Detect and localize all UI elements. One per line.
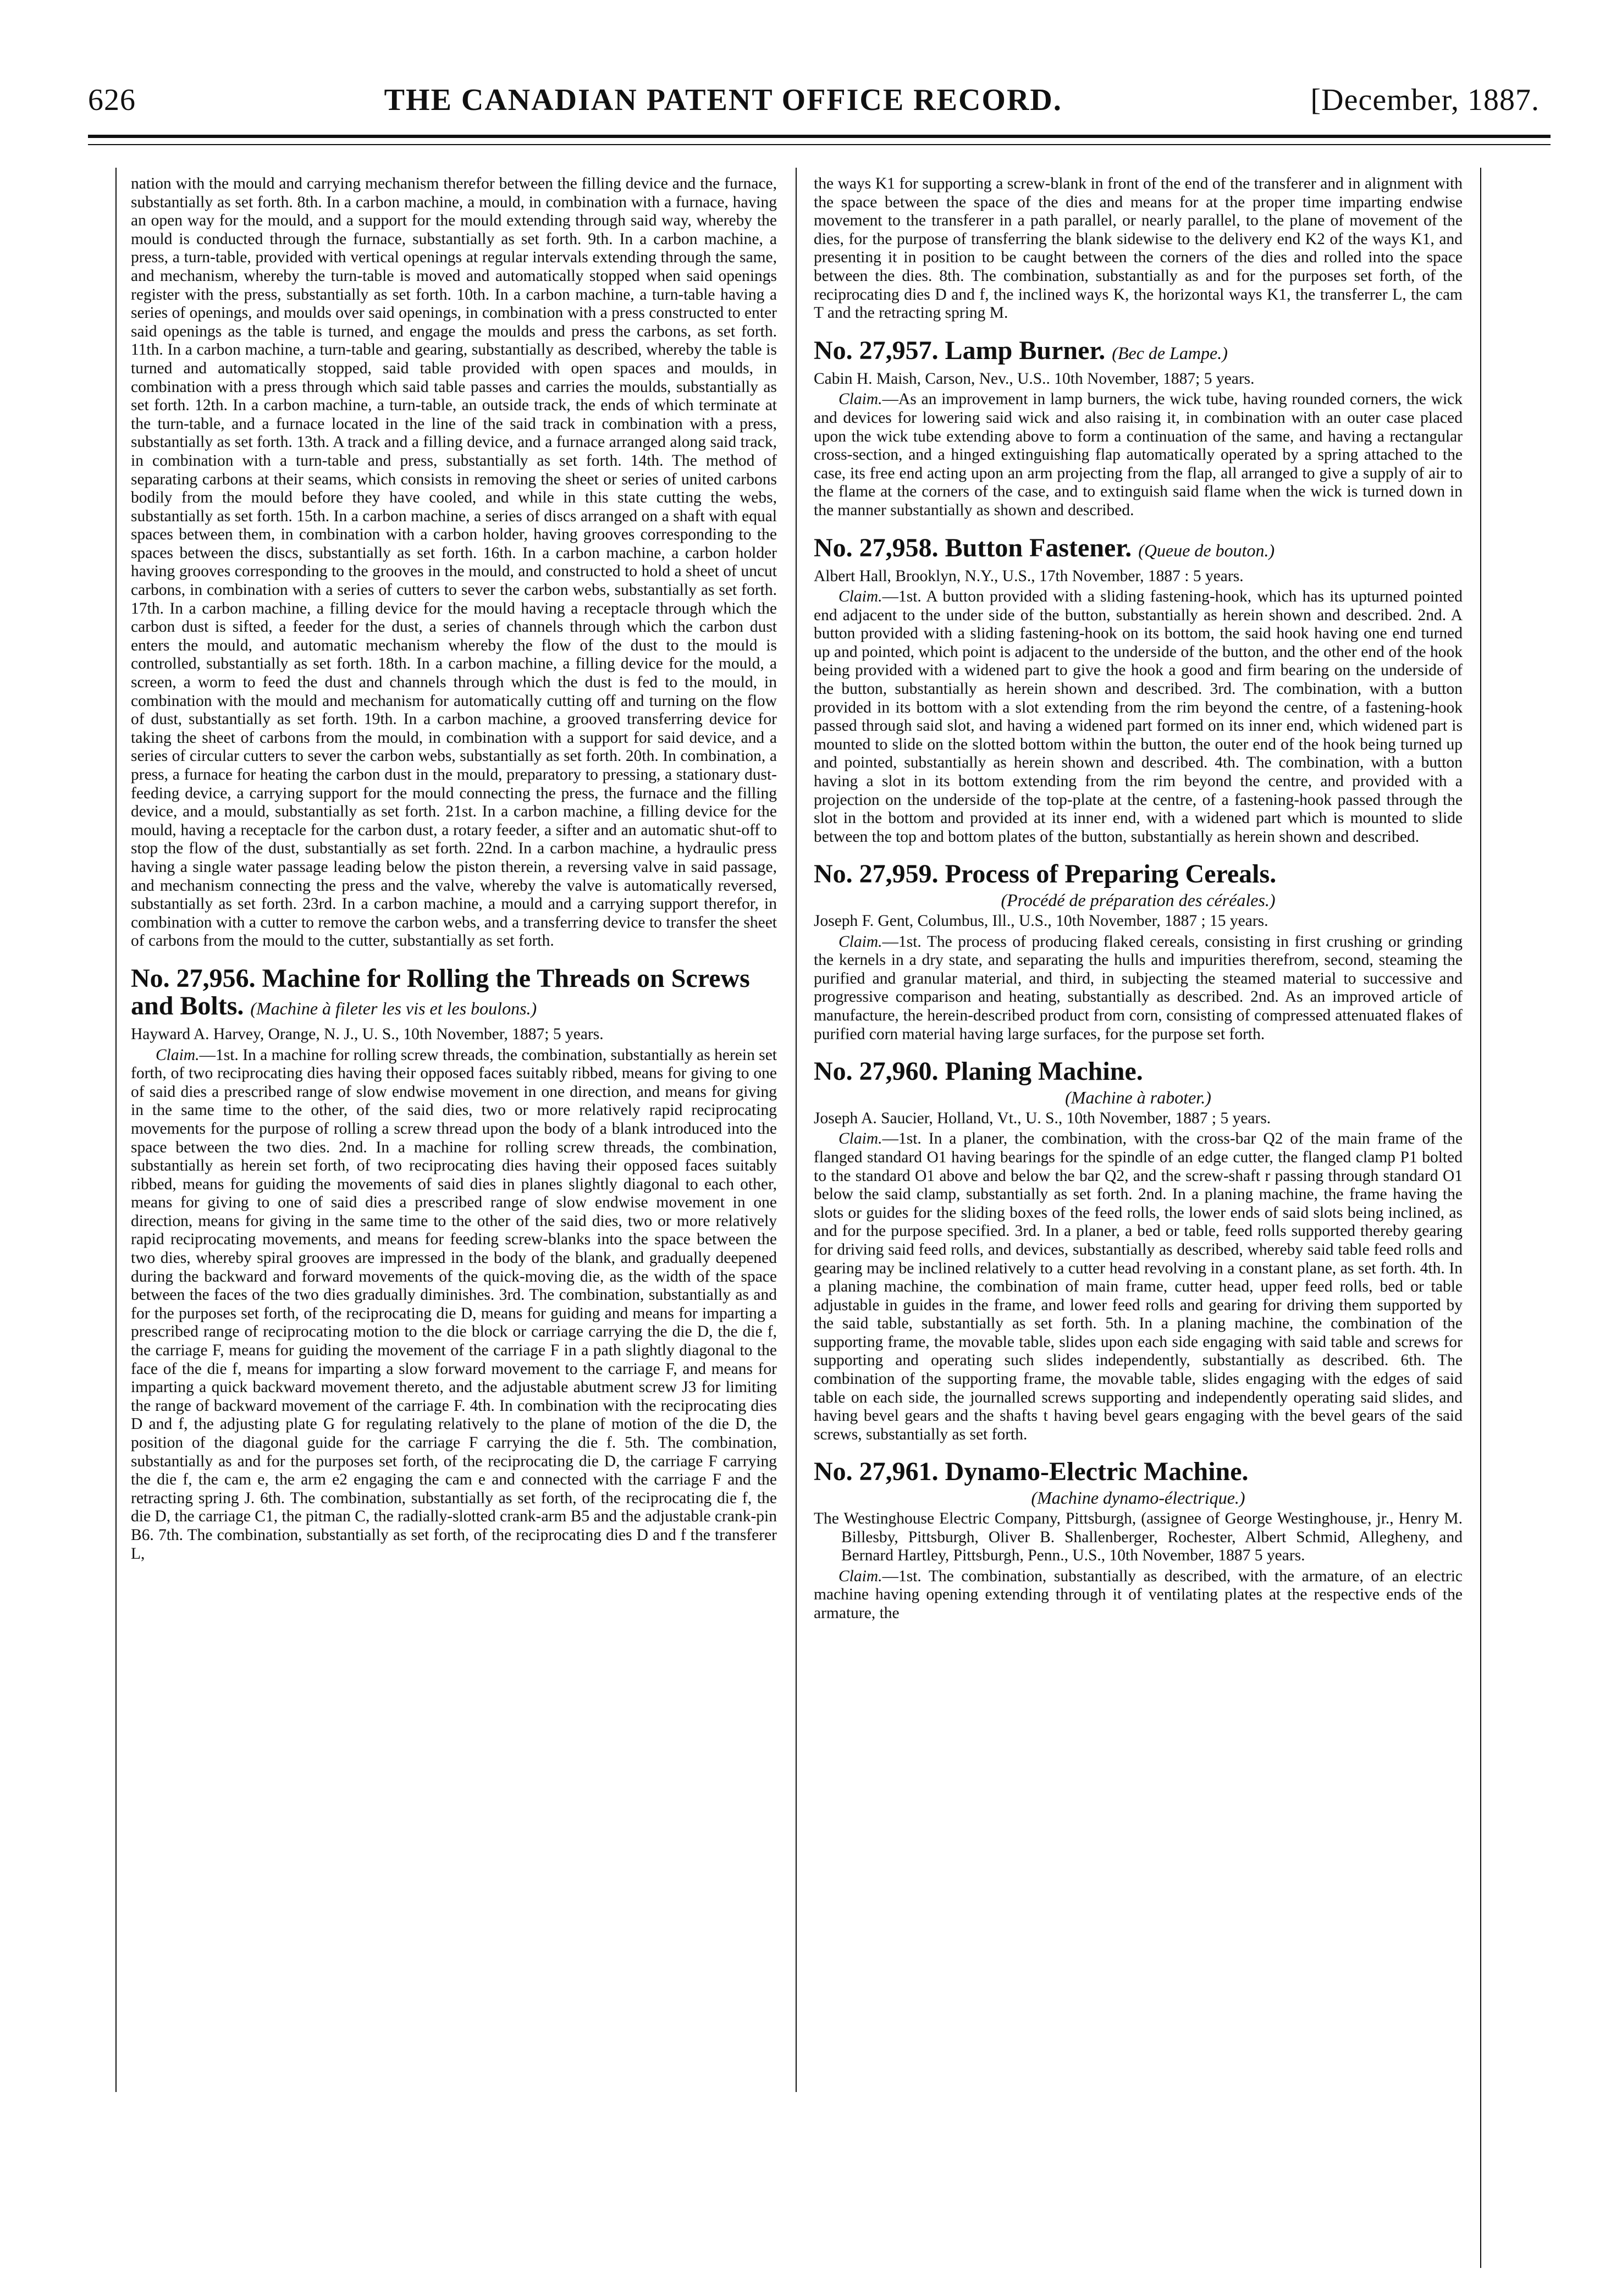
center-column-rule [796,168,797,2092]
patent-meta: Joseph F. Gent, Columbus, Ill., U.S., 10th November, 1887 ; 15 years. [814,912,1268,930]
claim-text: —As an improvement in lamp burners, the wick tube, having rounded corners, the wick and devices for lowering said wick and also raising it, in combination with an outer case placed upon the wick tube extending above to form a continuation of the same, and having a rectangular cross-section, and a hinged extinguishing flap automatically operated by a spring attached to the case, its free end acting upon an arm projecting from the flap, all arranged to give a supply of air to the flame at the corners of the case, and to extinguish said flame when the wick is turned down in the manner substantially as shown and described. [814,390,1463,519]
patent-french-title: (Machine à raboter.) [1065,1088,1211,1108]
issue-date: [December, 1887. [1310,83,1540,117]
patent-meta: The Westinghouse Electric Company, Pittsburgh, (assignee of George Westinghouse, jr., Henry M. Billesby, Pittsburgh, Oliver B. Shallenberger, Rochester, Albert Schmid, Allegheny, and Bernard Hartley, Pittsburgh, Penn., U.S., 10th November, 1887 5 years. [814,1510,1463,1565]
claim-text: —1st. The combination, substantially as described, with the armature, of an electric machine having opening extending through it of ventilating plates at the respective ends of the armature, the [814,1567,1463,1622]
claim-label: Claim. [838,390,882,409]
patent-27958 [814,534,1463,847]
patent-heading: No. 27,960. Planing Machine. [814,1057,1143,1086]
claim-label: Claim. [156,1046,200,1064]
patent-title: No. 27,958. Button Fastener. [814,533,1132,562]
patent-heading [814,337,1463,367]
patent-french-title: (Procédé de préparation des céréales.) [1001,890,1276,910]
claim-text: —1st. The process of producing flaked cereals, consisting in first crushing or grinding the kernels in a dry state, and separating the hulls and impurities therefrom, second, steaming the purified and granular material, and third, in subjecting the steamed material to successive and progressive comparison and heating, substantially as described. 2nd. As an improved article of manufacture, the herein-described product from corn, consisting of compressed attenuated flakes of purified corn material having large surfaces, for the purpose set forth. [814,932,1463,1043]
patent-title: No. 27,956. Machine for Rolling the Threads on Screws and Bolts. [131,963,750,1020]
right-column-rule [1480,168,1481,2268]
header-rule-thick [88,135,1551,138]
claim-text: —1st. In a planer, the combination, with the cross-bar Q2 of the main frame of the flanged standard O1 having bearings for the spindle of an edge cutter, the flanged clamp P1 bolted to the standard O1 above and below the bar Q2, and the screw-shaft r passing through standard O1 below the said clamp, substantially as set forth. 2nd. In a planing machine, the frame having the slots or guides for the sliding boxes of the feed rolls, the lower ends of said slots being inclined, as and for the purpose specified. 3rd. In a planer, a bed or table, feed rolls supported thereby gearing for driving said feed rolls, and devices, substantially as described, whereby said table feed rolls and gearing may be inclined relatively to a cutter head revolving in a constant plane, as set forth. 4th. In a planing machine, the combination of main frame, cutter head, upper feed rolls, bed or table adjustable in guides in the frame, and lower feed rolls and gearing for driving them supported by the said table, substantially as set forth. 5th. In a planing machine, the combination of the supporting frame, the movable table, slides upon each side engaging with said table and screws for supporting and operating such slides independently, substantially as described. 6th. The combination of the supporting frame, the movable table, slides engaging with the edges of said table on each side, the journalled screws supporting and independently operating said slides, and having bevel gears and the shafts t having bevel gears engaging with the bevel gears of the said screws, substantially as set forth. [814,1130,1463,1443]
patent-claim [814,390,1463,520]
patent-claim [814,588,1463,846]
patent-claim [131,1046,777,1564]
patent-claim [814,1568,1463,1623]
patent-heading: No. 27,961. Dynamo-Electric Machine. [814,1457,1249,1487]
patent-claim [814,1130,1463,1444]
left-column [131,175,777,2094]
patent-27957 [814,337,1463,520]
header-rule-thin [88,144,1551,145]
claim-text: —1st. A button provided with a sliding fastening-hook, which has its upturned pointed end adjacent to the under side of the button, substantially as herein shown and described. 2nd. A button provided with a sliding fastening-hook on its bottom, the said hook having one end turned up and pointed, which point is adjacent to the underside of the button, and the other end of the hook being provided with a widened part to give the hook a good and firm bearing on the underside of the button, substantially as herein shown and described. 3rd. The combination, with a button provided in its bottom with a slot extending from the rim beyond the centre, of a fastening-hook passed through said slot, and having a widened part formed on its inner end, which widened part is mounted to slide on the slotted bottom within the button, the outer end of the hook being turned up and pointed, substantially as herein shown and described. 4th. The combination, with a button having a slot in its bottom extending from the rim beyond the centre, and provided with a projection on the underside of the top-plate at the centre, of a fastening-hook passed through the slot in the bottom and provided at its inner end, with a widened part which is mounted to slide between the top and bottom plates of the button, substantially as herein shown and described. [814,588,1463,846]
patent-meta: Hayward A. Harvey, Orange, N. J., U. S., 10th November, 1887; 5 years. [131,1025,604,1043]
patent-meta: Joseph A. Saucier, Holland, Vt., U. S., 10th November, 1887 ; 5 years. [814,1109,1271,1127]
patent-heading: No. 27,959. Process of Preparing Cereals. [814,859,1277,889]
page-number: 626 [88,83,136,117]
patent-french-title: (Machine dynamo-électrique.) [1031,1488,1245,1508]
patent-27960 [814,1058,1463,1444]
continued-claims-text: the ways K1 for supporting a screw-blank in front of the end of the transferer and in alignment with the space between the space of the dies and means for at the proper time imparting endwise movement to the transferer in a path parallel, or nearly parallel, to the plane of movement of the dies, for the purpose of transferring the blank sidewise to the delivery end K2 of the ways K1, and presenting it in position to be caught between the corners of the dies and rolled into the space between the dies. 8th. The combination, substantially as and for the purposes set forth, of the reciprocating dies D and f, the inclined ways K, the horizontal ways K1, the transferrer L, the cam T and the retracting spring M. [814,175,1463,322]
claim-label: Claim. [838,932,882,951]
patent-meta: Cabin H. Maish, Carson, Nev., U.S.. 10th November, 1887; 5 years. [814,369,1255,388]
patent-french-title: (Bec de Lampe.) [1112,343,1228,363]
claim-label: Claim. [838,1567,882,1585]
patent-heading [131,965,777,1022]
right-column [814,175,1463,2264]
running-head [88,82,1540,126]
left-column-rule [115,168,117,2092]
claim-label: Claim. [838,588,882,606]
patent-27956 [131,965,777,1563]
claim-label: Claim. [838,1130,882,1148]
continued-claims-text: nation with the mould and carrying mechanism therefor between the filling device and the furnace, substantially as set forth. 8th. In a carbon machine, a mould, in combination with a furnace, having an open way for the mould, and a support for the mould extending through said way, whereby the mould is conducted through the furnace, substantially as set forth. 9th. In a carbon machine, a press, a turn-table, provided with vertical openings at regular intervals extending through the same, and mechanism, whereby the turn-table is moved and automatically stopped when said openings register with the press, substantially as set forth. 10th. In a carbon machine, a turn-table having a series of openings, and moulds over said openings, in combination with a press constructed to enter said openings as the table is turned, and engage the moulds and press the carbons, as set forth. 11th. In a carbon machine, a turn-table and gearing, substantially as described, whereby the table is turned and automatically stopped, said table provided with open spaces and moulds, in combination with a press through which said table passes and carries the moulds, substantially as set forth. 12th. In a carbon machine, a turn-table, an outside track, the ends of which terminate at the turn-table, and a furnace located in the line of the said track in combination with a press, substantially as set forth. 13th. A track and a filling device, and a furnace arranged along said track, in combination with a turn-table and press, substantially as set forth. 14th. The method of separating carbons at their seams, which consists in removing the sheet or series of united carbons bodily from the mould before they have cooled, and while in this state cutting the webs, substantially as set forth. 15th. In a carbon machine, a series of discs arranged on a shaft with equal spaces between them, in combination with a carbon holder, having grooves corresponding to the spaces between the discs, substantially as set forth. 16th. In a carbon machine, a carbon holder having grooves corresponding to the grooves in the mould, and constructed to hold a sheet of uncut carbons, in combination with a series of cutters to sever the carbon webs, substantially as set forth. 17th. In a carbon machine, a filling device for the mould having a receptacle through which the carbon dust is sifted, a feeder for the dust, a series of channels through which the carbon dust enters the mould, and automatic mechanism whereby the flow of the dust to the mould is controlled, substantially as set forth. 18th. In a carbon machine, a filling device for the mould, a screen, a worm to feed the dust and channels through which the dust is fed to the mould, in combination with the mould and mechanism for automatically cutting off and turning on the flow of dust, substantially as set forth. 19th. In a carbon machine, a grooved transferring device for taking the sheet of carbons from the mould, in combination with a support for said device, and a series of circular cutters to sever the carbon webs, substantially as set forth. 20th. In combination, a press, a furnace for heating the carbon dust in the mould, preparatory to pressing, a stationary dust-feeding device, a carrying support for the mould connecting the press, the furnace and the filling device, and a mould, substantially as set forth. 21st. In a carbon machine, a filling device for the mould, having a receptacle for the carbon dust, a rotary feeder, a sifter and an automatic shut-off to stop the flow of the dust, substantially as set forth. 22nd. In a carbon machine, a hydraulic press having a single water passage leading below the piston therein, a reversing valve in said passage, and mechanism connecting the press and the valve, whereby the valve is automatically reversed, substantially as set forth. 23rd. In a carbon machine, a mould and a carrying support therefor, in combination with a cutter to remove the carbon webs, and a transferring device to transfer the sheet of carbons from the mould to the cutter, substantially as set forth. [131,175,777,950]
claim-text: —1st. In a machine for rolling screw threads, the combination, substantially as herein set forth, of two reciprocating dies having their opposed faces suitably ribbed, means for giving to one of said dies a prescribed range of slow endwise movement in one direction, and means for giving in the same time to the other, of the said dies, two or more relatively rapid reciprocating movements for the purpose of rolling a screw thread upon the body of a blank introduced into the space between the two dies. 2nd. In a machine for rolling screw threads, the combination, substantially as herein set forth, of two reciprocating dies having their opposed faces suitably ribbed, means for guiding the movements of said dies in planes slightly diagonal to each other, means for giving to one of said dies a prescribed range of slow endwise movement in one direction, means for giving in the same time to the other of the said dies, two or more relatively rapid reciprocating movements, and means for feeding screw-blanks into the space between the two dies, whereby spiral grooves are impressed in the body of the blank, and gradually deepened during the backward and forward movements of the quick-moving die, as the width of the space between the faces of the two dies gradually diminishes. 3rd. The combination, substantially as and for the purposes set forth, of the reciprocating die D, means for guiding and means for imparting a prescribed range of reciprocating motion to the die block or carriage carrying the die D, the die f, the carriage F, means for guiding the movement of the carriage F in a path slightly diagonal to the face of the die f, means for imparting a slow forward movement to the carriage F, and means for imparting a quick backward movement thereto, and the adjustable abutment screw J3 for limiting the range of backward movement of the carriage F. 4th. In combination with the reciprocating dies D and f, the adjusting plate G for regulating relatively to the plane of motion of the die D, the position of the diagonal guide for the carriage F carrying the die f. 5th. The combination, substantially as and for the purposes set forth, of the reciprocating die D, the carriage F carrying the die f, the cam e, the arm e2 engaging the cam e and connected with the carriage F and the retracting spring J. 6th. The combination, substantially as set forth, of the reciprocating die f, the die D, the carriage C1, the pitman C, the radially-slotted crank-arm B5 and the adjustable crank-pin B6. 7th. The combination, substantially as set forth, of the reciprocating dies D and f the transferer L, [131,1046,777,1563]
patent-heading [814,534,1463,564]
patent-27959 [814,860,1463,1044]
patent-meta: Albert Hall, Brooklyn, N.Y., U.S., 17th November, 1887 : 5 years. [814,567,1244,585]
patent-27961 [814,1458,1463,1622]
publication-title: THE CANADIAN PATENT OFFICE RECORD. [384,83,1062,117]
patent-french-title: (Queue de bouton.) [1138,540,1275,560]
patent-title: No. 27,957. Lamp Burner. [814,335,1106,365]
patent-french-title: (Machine à fileter les vis et les boulons.) [250,998,537,1018]
patent-claim [814,933,1463,1044]
